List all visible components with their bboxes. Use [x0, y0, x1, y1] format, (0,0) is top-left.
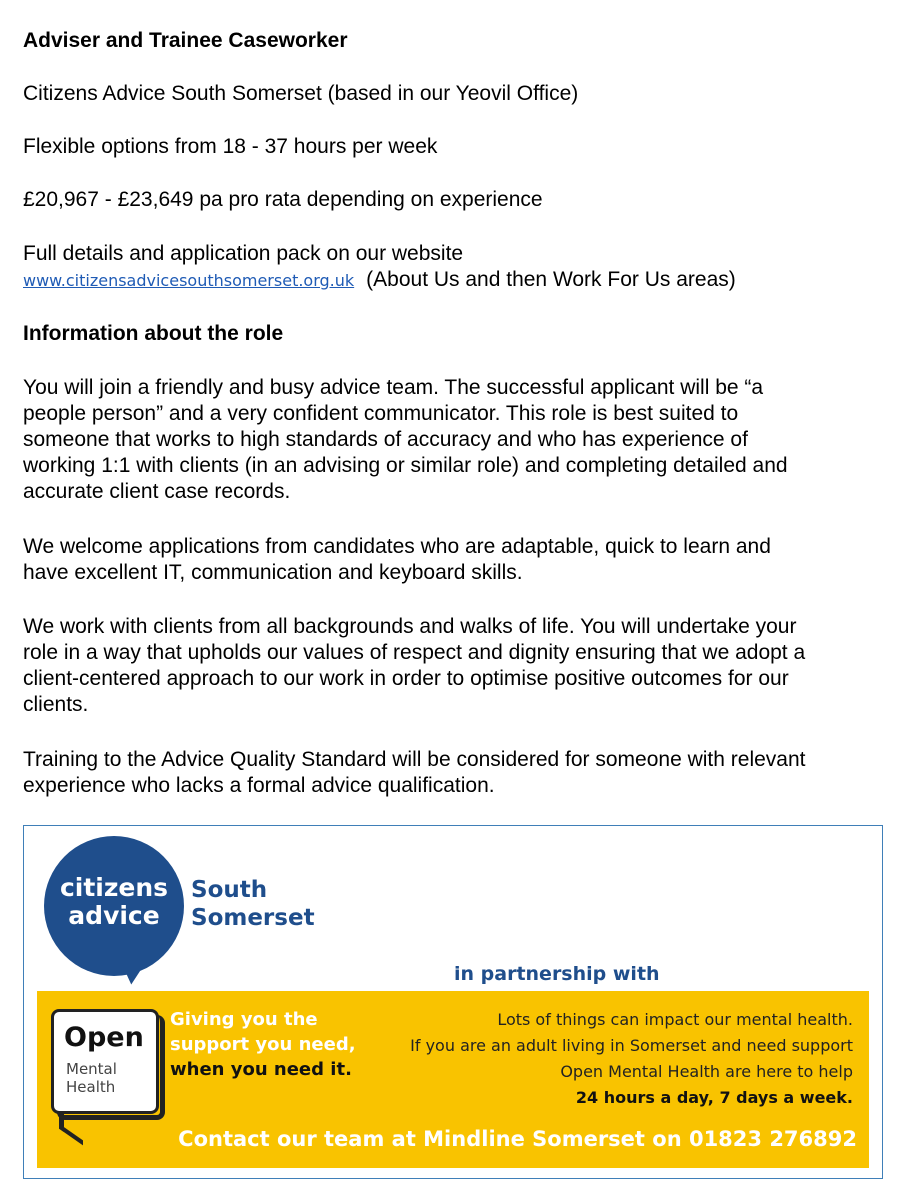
info-line: Open Mental Health are here to help: [560, 1062, 853, 1081]
citizens-advice-logo-text: [44, 874, 184, 930]
open-mental-health-panel: [37, 991, 869, 1168]
role-info-heading: Information about the role: [23, 322, 284, 345]
paragraph-clients: [23, 614, 891, 718]
info-line: Lots of things can impact our mental health.: [497, 1010, 853, 1029]
info-line: If you are an adult living in Somerset and need support: [410, 1036, 853, 1055]
region-line: South: [191, 877, 268, 903]
logo-mental-health-text: [66, 1060, 117, 1096]
paragraph-line: working 1:1 with clients (in an advising or similar role) and completing detailed and: [23, 454, 788, 477]
region-name: [191, 876, 315, 932]
region-line: Somerset: [191, 905, 315, 931]
tagline-line: when you need it.: [170, 1059, 352, 1080]
paragraph-line: accurate client case records.: [23, 480, 291, 503]
info-line: 24 hours a day, 7 days a week.: [575, 1088, 853, 1107]
tagline-line: support you need,: [170, 1034, 356, 1055]
paragraph-role: [23, 375, 891, 505]
paragraph-line: people person” and a very confident communicator. This role is best suited to: [23, 402, 739, 425]
tagline: [170, 1007, 356, 1082]
paragraph-line: have excellent IT, communication and keyboard skills.: [23, 561, 523, 584]
logo-line: advice: [68, 901, 160, 930]
paragraph-line: Training to the Advice Quality Standard will be considered for someone with relevant: [23, 748, 806, 771]
advert-banner: [23, 825, 883, 1179]
paragraph-line: We welcome applications from candidates who are adaptable, quick to learn and: [23, 535, 771, 558]
salary-text: £20,967 - £23,649 pa pro rata depending on experience: [23, 188, 543, 211]
paragraph-line: client-centered approach to our work in order to optimise positive outcomes for our: [23, 667, 789, 690]
logo-line: Health: [66, 1078, 116, 1096]
hours-text: Flexible options from 18 - 37 hours per week: [23, 135, 438, 158]
partnership-text: in partnership with: [454, 963, 660, 985]
website-link[interactable]: www.citizensadvicesouthsomerset.org.uk: [23, 271, 355, 290]
paragraph-line: You will join a friendly and busy advice team. The successful applicant will be “a: [23, 376, 764, 399]
open-mental-health-logo: [51, 1009, 159, 1114]
contact-text: Contact our team at Mindline Somerset on 01823 276892: [178, 1127, 857, 1151]
paragraph-line: experience who lacks a formal advice qualification.: [23, 774, 495, 797]
paragraph-line: clients.: [23, 693, 89, 716]
support-info: [410, 1007, 853, 1111]
paragraph-line: role in a way that upholds our values of respect and dignity ensuring that we adopt a: [23, 641, 806, 664]
tagline-line: Giving you the: [170, 1009, 318, 1030]
logo-open-text: Open: [64, 1022, 144, 1053]
paragraph-line: someone that works to high standards of accuracy and who has experience of: [23, 428, 748, 451]
paragraph-line: We work with clients from all backgrounds and walks of life. You will undertake your: [23, 615, 797, 638]
paragraph-training: [23, 747, 891, 799]
paragraph-applications: [23, 534, 891, 586]
logo-line: Mental: [66, 1060, 117, 1078]
job-title-heading: Adviser and Trainee Caseworker: [23, 29, 348, 52]
logo-line: citizens: [59, 873, 169, 902]
location-text: Citizens Advice South Somerset (based in our Yeovil Office): [23, 82, 579, 105]
details-text: Full details and application pack on our website: [23, 242, 464, 265]
website-note: (About Us and then Work For Us areas): [366, 268, 736, 291]
website-line: [23, 267, 736, 294]
